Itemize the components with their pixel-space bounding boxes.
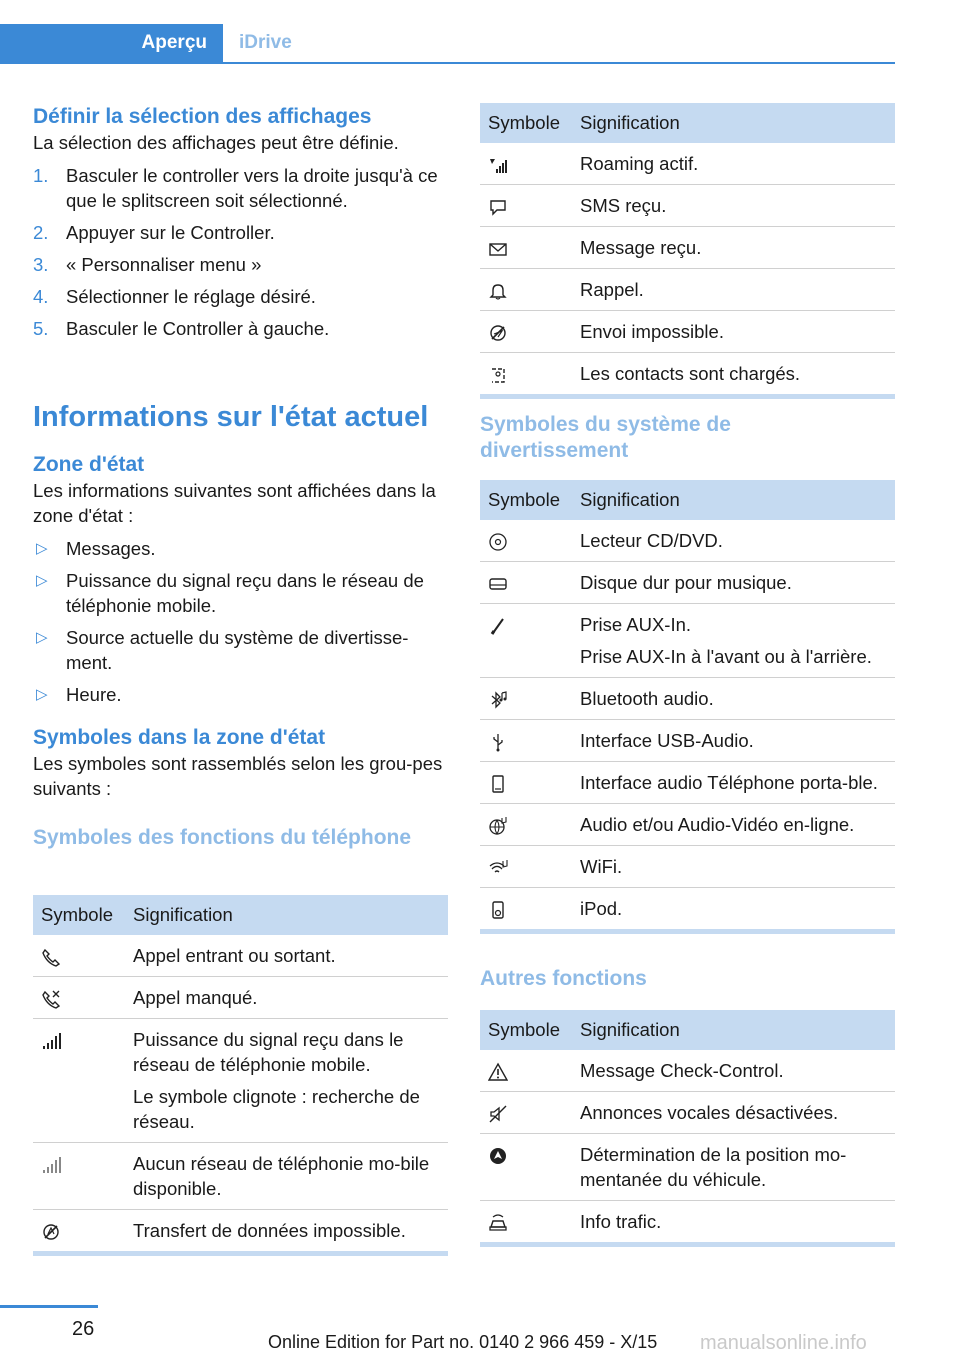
meaning-cell bbox=[572, 353, 895, 395]
other-section bbox=[480, 966, 895, 992]
symbol-cell bbox=[480, 604, 572, 678]
symbol-cell bbox=[480, 1134, 572, 1201]
section-title-display-selection: Définir la sélection des affichages bbox=[33, 105, 372, 128]
phone-table-wrapper bbox=[33, 895, 448, 1256]
bullet-text: Messages. bbox=[66, 538, 156, 559]
symbol-cell bbox=[33, 1210, 125, 1252]
meaning-cell bbox=[125, 1019, 448, 1143]
step-number: 5. bbox=[33, 318, 49, 339]
meaning-text: Interface USB-Audio. bbox=[580, 730, 754, 751]
page-number: 26 bbox=[72, 1318, 95, 1340]
col-header-meaning: Signification bbox=[125, 895, 448, 935]
symbol-cell bbox=[480, 1201, 572, 1243]
table-row bbox=[480, 762, 895, 804]
symbol-cell bbox=[480, 311, 572, 353]
meaning-cell bbox=[572, 143, 895, 185]
footer-rule bbox=[0, 1305, 98, 1308]
bullet-text: Puissance du signal reçu dans le réseau de téléphonie mobile. bbox=[66, 570, 424, 616]
table-row bbox=[480, 520, 895, 562]
meaning-cell bbox=[572, 804, 895, 846]
table-row bbox=[480, 1201, 895, 1243]
table-row bbox=[480, 888, 895, 930]
phone-call-icon bbox=[41, 947, 61, 967]
col-header-symbol: Symbole bbox=[480, 103, 572, 143]
meaning-cell bbox=[572, 311, 895, 353]
usb-icon bbox=[488, 732, 508, 752]
meaning-cell bbox=[572, 185, 895, 227]
tab-apercu[interactable]: Aperçu bbox=[0, 24, 223, 62]
aux-plug-icon bbox=[488, 616, 508, 636]
page-heading: Informations sur l'état actuel bbox=[33, 401, 429, 433]
left-column bbox=[33, 104, 448, 348]
meaning-text: Rappel. bbox=[580, 279, 644, 300]
header-tabs bbox=[0, 24, 895, 64]
table-row bbox=[480, 678, 895, 720]
section-intro: La sélection des affichages peut être définie. bbox=[33, 132, 399, 153]
meaning-text: Interface audio Téléphone porta‐ble. bbox=[580, 772, 878, 793]
meaning-text: Roaming actif. bbox=[580, 153, 699, 174]
meaning-text: Appel entrant ou sortant. bbox=[133, 945, 336, 966]
symbol-cell bbox=[480, 143, 572, 185]
symbol-cell bbox=[480, 720, 572, 762]
other-functions-table bbox=[480, 1010, 895, 1242]
no-signal-icon bbox=[41, 1155, 61, 1175]
meaning-text: Prise AUX-In à l'avant ou à l'arrière. bbox=[580, 646, 872, 667]
table-end-rule bbox=[480, 1242, 895, 1247]
edition-note: Online Edition for Part no. 0140 2 966 459 - X/15 bbox=[268, 1332, 658, 1352]
symbols-intro: Les symboles sont rassemblés selon les grou‐pes suivants : bbox=[33, 753, 443, 799]
triangle-bullet-icon: ▷ bbox=[36, 629, 48, 646]
meaning-cell bbox=[572, 269, 895, 311]
tab-idrive[interactable]: iDrive bbox=[239, 32, 292, 53]
bullet-item bbox=[33, 682, 448, 707]
meaning-text: iPod. bbox=[580, 898, 623, 919]
symbol-cell bbox=[480, 846, 572, 888]
symbol-cell bbox=[480, 269, 572, 311]
meaning-cell bbox=[572, 678, 895, 720]
table-row bbox=[480, 185, 895, 227]
bullet-text: Source actuelle du système de divertisse‐ment. bbox=[66, 627, 409, 673]
meaning-text: Transfert de données impossible. bbox=[133, 1220, 406, 1241]
meaning-text: Disque dur pour musique. bbox=[580, 572, 792, 593]
meaning-cell bbox=[572, 520, 895, 562]
table-header-row bbox=[480, 1010, 895, 1050]
watermark: manualsonline.info bbox=[700, 1332, 867, 1354]
voice-off-icon bbox=[488, 1104, 508, 1124]
symbol-cell bbox=[480, 888, 572, 930]
missed-call-icon bbox=[41, 989, 61, 1009]
table-header-row bbox=[33, 895, 448, 935]
triangle-bullet-icon: ▷ bbox=[36, 572, 48, 589]
entertainment-section bbox=[480, 412, 895, 464]
table-row bbox=[480, 1092, 895, 1134]
table-row bbox=[480, 143, 895, 185]
col-header-meaning: Signification bbox=[572, 103, 895, 143]
bullet-item bbox=[33, 568, 448, 618]
meaning-text: Message reçu. bbox=[580, 237, 702, 258]
meaning-cell bbox=[572, 1201, 895, 1243]
bullet-item bbox=[33, 625, 448, 675]
table-row bbox=[480, 227, 895, 269]
steps-list bbox=[33, 163, 448, 341]
table-row bbox=[480, 846, 895, 888]
table-row bbox=[480, 604, 895, 678]
status-zone-intro: Les informations suivantes sont affichées dans la zone d'état : bbox=[33, 480, 436, 526]
status-bullets bbox=[33, 536, 448, 707]
symbol-cell bbox=[480, 1050, 572, 1092]
section-title-status-zone: Zone d'état bbox=[33, 453, 145, 476]
phone-symbols-title: Symboles des fonctions du téléphone bbox=[33, 826, 412, 849]
step-item bbox=[33, 252, 448, 277]
position-icon bbox=[488, 1146, 508, 1166]
table-row bbox=[480, 269, 895, 311]
status-section bbox=[33, 398, 448, 851]
bluetooth-audio-icon bbox=[488, 690, 508, 710]
meaning-text: Le symbole clignote : recherche de réseau. bbox=[133, 1086, 420, 1132]
sms-icon bbox=[488, 197, 508, 217]
phone-audio-icon bbox=[488, 774, 508, 794]
meaning-text: SMS reçu. bbox=[580, 195, 667, 216]
table-header-row bbox=[480, 480, 895, 520]
symbol-cell bbox=[480, 678, 572, 720]
bullet-item bbox=[33, 536, 448, 561]
step-text: Basculer le Controller à gauche. bbox=[66, 318, 330, 339]
meaning-text: Bluetooth audio. bbox=[580, 688, 714, 709]
symbol-cell bbox=[33, 1143, 125, 1210]
step-text: Basculer le controller vers la droite jusqu'à ce que le splitscreen soit sélectionné. bbox=[66, 165, 438, 211]
table-row bbox=[33, 1143, 448, 1210]
envelope-icon bbox=[488, 239, 508, 259]
step-item bbox=[33, 220, 448, 245]
table-header-row bbox=[480, 103, 895, 143]
table-row bbox=[480, 1050, 895, 1092]
meaning-text: Puissance du signal reçu dans le réseau de téléphonie mobile. bbox=[133, 1029, 404, 1075]
symbol-cell bbox=[480, 1092, 572, 1134]
table-row bbox=[33, 1210, 448, 1252]
col-header-meaning: Signification bbox=[572, 1010, 895, 1050]
meaning-text: Prise AUX-In. bbox=[580, 614, 692, 635]
traffic-info-icon bbox=[488, 1213, 508, 1233]
bell-icon bbox=[488, 281, 508, 301]
online-audio-icon bbox=[488, 816, 508, 836]
step-item bbox=[33, 284, 448, 309]
meaning-cell bbox=[125, 935, 448, 977]
table-row bbox=[480, 1134, 895, 1201]
meaning-cell bbox=[125, 1210, 448, 1252]
entertainment-symbols-title: Symboles du système de divertissement bbox=[480, 413, 731, 462]
phone-table-cont-wrapper bbox=[480, 103, 895, 399]
symbol-cell bbox=[480, 520, 572, 562]
table-row bbox=[480, 804, 895, 846]
symbol-cell bbox=[480, 227, 572, 269]
triangle-bullet-icon: ▷ bbox=[36, 686, 48, 703]
send-blocked-icon bbox=[488, 323, 508, 343]
symbol-cell bbox=[33, 1019, 125, 1143]
symbol-cell bbox=[33, 935, 125, 977]
step-number: 1. bbox=[33, 165, 49, 186]
table-row bbox=[33, 977, 448, 1019]
step-number: 3. bbox=[33, 254, 49, 275]
bullet-text: Heure. bbox=[66, 684, 122, 705]
symbol-cell bbox=[480, 185, 572, 227]
ipod-icon bbox=[488, 900, 508, 920]
step-text: « Personnaliser menu » bbox=[66, 254, 262, 275]
col-header-symbol: Symbole bbox=[480, 480, 572, 520]
col-header-symbol: Symbole bbox=[33, 895, 125, 935]
other-functions-title: Autres fonctions bbox=[480, 967, 647, 990]
meaning-cell bbox=[572, 562, 895, 604]
meaning-text: Message Check-Control. bbox=[580, 1060, 784, 1081]
meaning-cell bbox=[572, 1050, 895, 1092]
triangle-bullet-icon: ▷ bbox=[36, 540, 48, 557]
step-number: 2. bbox=[33, 222, 49, 243]
table-row bbox=[480, 720, 895, 762]
phone-symbols-table-continued bbox=[480, 103, 895, 394]
symbol-cell bbox=[480, 762, 572, 804]
meaning-cell bbox=[572, 227, 895, 269]
section-title-symbols: Symboles dans la zone d'état bbox=[33, 726, 326, 749]
entertainment-symbols-table bbox=[480, 480, 895, 929]
col-header-symbol: Symbole bbox=[480, 1010, 572, 1050]
step-text: Appuyer sur le Controller. bbox=[66, 222, 275, 243]
meaning-text: Envoi impossible. bbox=[580, 321, 724, 342]
meaning-cell bbox=[572, 1092, 895, 1134]
meaning-cell bbox=[572, 762, 895, 804]
other-table-wrapper bbox=[480, 1010, 895, 1247]
meaning-cell bbox=[572, 1134, 895, 1201]
contacts-icon bbox=[488, 365, 508, 385]
table-end-rule bbox=[480, 394, 895, 399]
symbol-cell bbox=[480, 353, 572, 395]
step-number: 4. bbox=[33, 286, 49, 307]
step-item bbox=[33, 163, 448, 213]
table-row bbox=[480, 353, 895, 395]
wifi-icon bbox=[488, 858, 508, 878]
table-row bbox=[480, 562, 895, 604]
table-row bbox=[33, 1019, 448, 1143]
table-row bbox=[480, 311, 895, 353]
meaning-text: WiFi. bbox=[580, 856, 623, 877]
meaning-cell bbox=[572, 604, 895, 678]
meaning-text: Aucun réseau de téléphonie mo‐bile disponible. bbox=[133, 1153, 430, 1199]
table-end-rule bbox=[33, 1251, 448, 1256]
meaning-cell bbox=[572, 888, 895, 930]
signal-bars-icon bbox=[41, 1031, 61, 1051]
meaning-text: Annonces vocales désactivées. bbox=[580, 1102, 839, 1123]
step-text: Sélectionner le réglage désiré. bbox=[66, 286, 316, 307]
harddisk-icon bbox=[488, 574, 508, 594]
meaning-text: Appel manqué. bbox=[133, 987, 258, 1008]
meaning-cell bbox=[572, 846, 895, 888]
data-blocked-icon bbox=[41, 1222, 61, 1242]
cd-icon bbox=[488, 532, 508, 552]
phone-symbols-table bbox=[33, 895, 448, 1251]
symbol-cell bbox=[33, 977, 125, 1019]
meaning-text: Lecteur CD/DVD. bbox=[580, 530, 723, 551]
meaning-text: Info trafic. bbox=[580, 1211, 662, 1232]
symbol-cell bbox=[480, 804, 572, 846]
warning-icon bbox=[488, 1062, 508, 1082]
meaning-cell bbox=[572, 720, 895, 762]
ent-table-wrapper bbox=[480, 480, 895, 934]
symbol-cell bbox=[480, 562, 572, 604]
meaning-text: Audio et/ou Audio-Vidéo en-ligne. bbox=[580, 814, 855, 835]
step-item bbox=[33, 316, 448, 341]
table-row bbox=[33, 935, 448, 977]
meaning-cell bbox=[125, 977, 448, 1019]
meaning-text: Détermination de la position mo‐mentanée du véhicule. bbox=[580, 1144, 847, 1190]
col-header-meaning: Signification bbox=[572, 480, 895, 520]
roaming-icon bbox=[488, 155, 508, 175]
table-end-rule bbox=[480, 929, 895, 934]
meaning-cell bbox=[125, 1143, 448, 1210]
meaning-text: Les contacts sont chargés. bbox=[580, 363, 801, 384]
